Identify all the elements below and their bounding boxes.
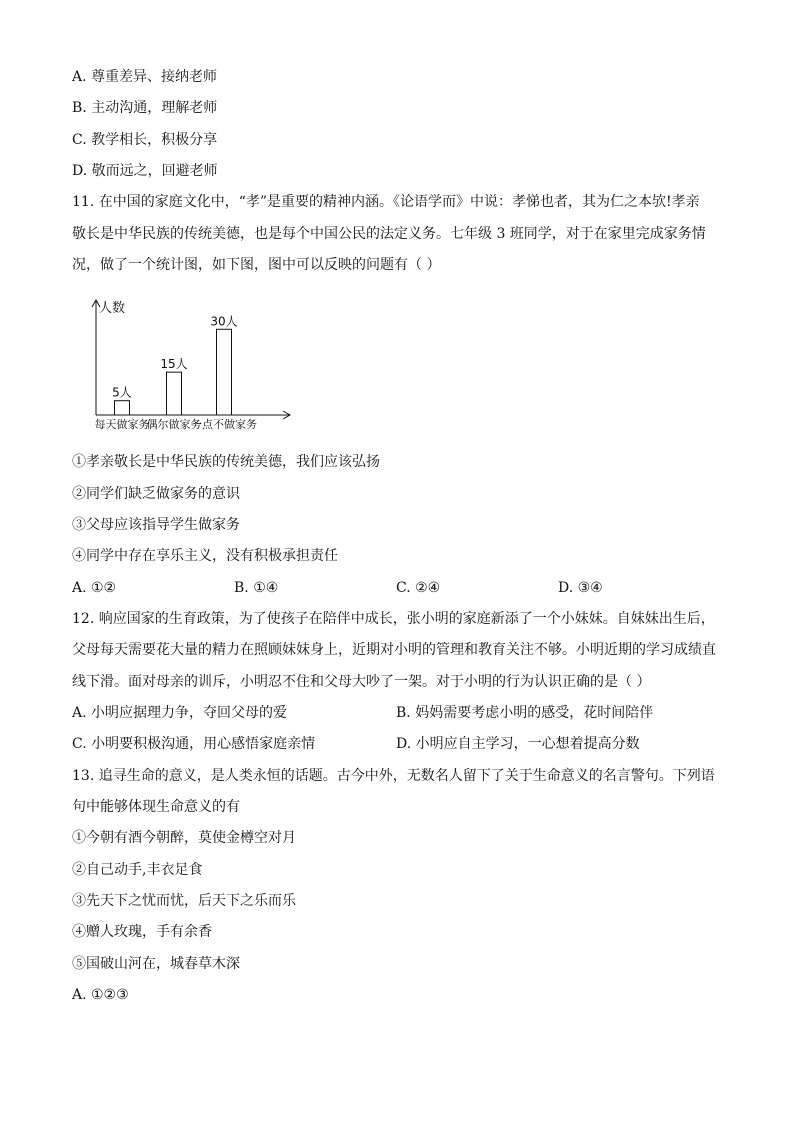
q12-stem-line-1: 12. 响应国家的生育政策，为了使孩子在陪伴中成长，张小明的家庭新添了一个小妹妹。自妹妹出生后， [72,611,715,627]
q11-stem-line-1: 11. 在中国的家庭文化中，“孝”是重要的精神内涵。《论语学而》中说：孝悌也者，其为仁之本欤!孝亲 [72,194,700,210]
q13-statement-2: ②自己动手,丰衣足食 [72,862,203,878]
q13-statement-3: ③先天下之忧而忧，后天下之乐而乐 [72,893,296,909]
bar-2 [167,372,182,415]
q13-option-a[interactable]: A. ①②③ [72,987,129,1003]
category-label-3: 一点不做家务 [191,418,257,431]
q10-option-d[interactable]: D. 敬而远之，回避老师 [72,163,218,179]
q11-option-b[interactable]: B. ①④ [234,580,279,596]
q11-option-c[interactable]: C. ②④ [396,580,441,596]
q13-statement-1: ①今朝有酒今朝醉，莫使金樽空对月 [72,830,296,846]
q10-option-c[interactable]: C. 教学相长，积极分享 [72,132,218,148]
q11-stem-line-3: 况，做了一个统计图，如下图，图中可以反映的问题有（ ） [72,257,441,273]
category-label-2: 偶尔做家务 [146,418,202,431]
bar-value-label-1: 5人 [112,385,132,400]
q13-statement-4: ④赠人玫瑰，手有余香 [72,924,212,940]
bar-3 [217,329,232,415]
q13-stem-line-2: 句中能够体现生命意义的有 [72,799,240,815]
bar-1 [115,401,130,415]
q11-statement-3: ③父母应该指导学生做家务 [72,517,240,533]
q12-option-c[interactable]: C. 小明要积极沟通，用心感悟家庭亲情 [72,736,316,752]
bar-value-label-3: 30人 [210,314,238,329]
q11-bar-chart [80,292,300,437]
q11-statement-1: ①孝亲敬长是中华民族的传统美德，我们应该弘扬 [72,454,380,470]
q12-stem-line-2: 父母每天需要花大量的精力在照顾妹妹身上，近期对小明的管理和教育关注不够。小明近期的学习成绩直 [72,642,716,658]
q13-stem-line-1: 13. 追寻生命的意义，是人类永恒的话题。古今中外，无数名人留下了关于生命意义的名言警句。下列语 [72,768,715,784]
q12-stem-line-3: 线下滑。面对母亲的训斥，小明忍不住和父母大吵了一架。对于小明的行为认识正确的是（ ） [72,674,651,690]
q11-option-a[interactable]: A. ①② [72,580,117,596]
q11-stem-line-2: 敬长是中华民族的传统美德，也是每个中国公民的法定义务。七年级 3 班同学，对于在家里完成家务情 [72,226,706,242]
bar-value-label-2: 15人 [160,357,188,372]
q11-statement-4: ④同学中存在享乐主义，没有积极承担责任 [72,548,338,564]
q11-option-d[interactable]: D. ③④ [558,580,603,596]
q12-option-b[interactable]: B. 妈妈需要考虑小明的感受，花时间陪伴 [396,705,654,721]
chart-bars [95,314,258,431]
q10-option-b[interactable]: B. 主动沟通，理解老师 [72,100,218,116]
y-axis-label: 人数 [99,301,126,316]
q11-statement-2: ②同学们缺乏做家务的意识 [72,486,240,502]
q10-option-a[interactable]: A. 尊重差异、接纳老师 [72,69,218,85]
q13-statement-5: ⑤国破山河在，城春草木深 [72,956,240,972]
category-label-1: 每天做家务 [94,418,150,431]
q12-option-d[interactable]: D. 小明应自主学习，一心想着提高分数 [396,736,640,752]
q12-option-a[interactable]: A. 小明应据理力争，夺回父母的爱 [72,705,288,721]
